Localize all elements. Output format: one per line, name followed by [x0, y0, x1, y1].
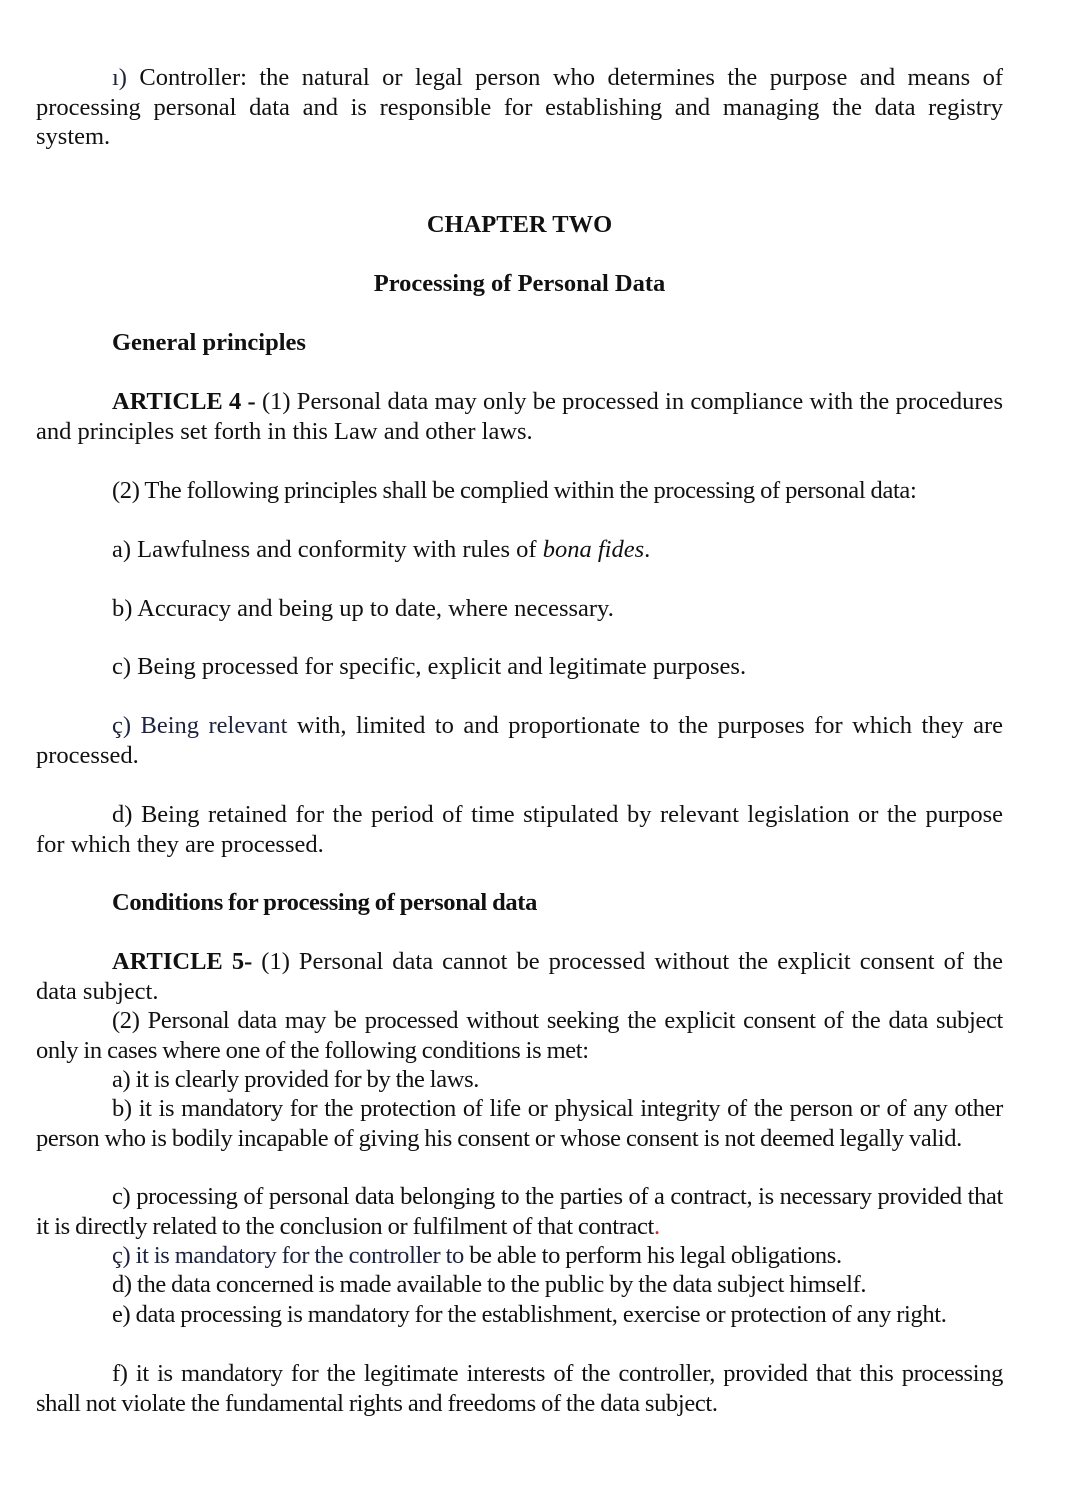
item-label: d) [112, 801, 133, 828]
item-label: b) [112, 1095, 132, 1122]
item-text-tinted: Being relevant [140, 712, 288, 739]
item-text: be able to perform his legal obligations. [463, 1242, 842, 1269]
article5-item-c [36, 1182, 1003, 1241]
article4-paragraph-2: (2) The following principles shall be complied within the processing of personal data: [112, 477, 917, 504]
item-label: ı) [112, 64, 127, 91]
item-label: ç) [112, 712, 132, 739]
article5-item-e [36, 1300, 1003, 1330]
item-label: ç) [112, 1242, 131, 1269]
article5-item-f [36, 1359, 1003, 1418]
item-label: a) [112, 536, 132, 563]
definition-text: Controller: the natural or legal person who determines the purpose and means of processing personal data and is responsible for establishing and managing the data registry system. [36, 64, 1003, 150]
section-heading-general-principles: General principles [112, 329, 306, 356]
article5-item-d [36, 1270, 1003, 1300]
article-label: ARTICLE 4 [112, 388, 242, 415]
item-label: c) [112, 653, 132, 680]
paragraph-text: (1) Personal data may only be processed in compliance with the procedures and principles set forth in this Law and other laws. [36, 388, 1003, 445]
item-text: Being retained for the period of time stipulated by relevant legislation or the purpose for which they are processed. [36, 801, 1004, 858]
item-text-italic: bona fides [542, 536, 645, 563]
item-text: processing of personal data belonging to the parties of a contract, is necessary provided that it is directly related to the conclusion or fulfilment of that contract [36, 1183, 1004, 1240]
article4-paragraph-1 [36, 387, 1003, 446]
article5-item-b [36, 1094, 1003, 1153]
item-label: a) [112, 1066, 131, 1093]
section-heading-conditions: Conditions for processing of personal data [112, 889, 537, 916]
item-label: f) [112, 1360, 128, 1387]
article4-item-c-cedilla [36, 711, 1003, 770]
item-text: it is clearly provided for by the laws. [135, 1066, 480, 1093]
article5-item-c-cedilla [36, 1241, 1003, 1271]
article4-item-a [36, 535, 1003, 565]
item-text: the data concerned is made available to the public by the data subject himself. [137, 1271, 867, 1298]
item-text: it is mandatory for the legitimate interests of the controller, provided that this processing shall not violate the fundamental rights and freedoms of the data subject. [36, 1360, 1003, 1417]
item-text: data processing is mandatory for the establishment, exercise or protection of any right. [135, 1301, 947, 1328]
article4-item-b [36, 594, 1003, 624]
article-label: ARTICLE 5- [112, 948, 253, 975]
item-label: b) [112, 595, 133, 622]
paragraph-text: (1) Personal data cannot be processed without the explicit consent of the data subject. [36, 948, 1003, 1005]
article5-paragraph-1 [36, 947, 1003, 1006]
item-text-tinted: it is mandatory for the controller to [135, 1242, 464, 1269]
item-label: d) [112, 1271, 132, 1298]
item-label: e) [112, 1301, 131, 1328]
article5-item-a [36, 1065, 1003, 1095]
definition-controller [36, 63, 1003, 152]
red-period-mark: . [654, 1212, 660, 1240]
article-dash: - [241, 388, 262, 415]
item-text: Accuracy and being up to date, where necessary. [137, 595, 614, 622]
item-text: Lawfulness and conformity with rules of [137, 536, 543, 563]
article4-item-c [36, 652, 1003, 682]
item-text: Being processed for specific, explicit and legitimate purposes. [137, 653, 747, 680]
article4-item-d [36, 800, 1003, 859]
item-text: it is mandatory for the protection of life or physical integrity of the person or of any other person who is bodily incapable of giving his consent or whose consent is not deemed legally valid. [36, 1095, 1003, 1152]
chapter-subtitle: Processing of Personal Data [373, 270, 666, 297]
item-text: with, limited to and proportionate to the purposes for which they are processed. [36, 712, 1003, 769]
chapter-title: CHAPTER TWO [426, 211, 613, 238]
item-text-end: . [644, 536, 651, 563]
item-label: c) [112, 1183, 131, 1210]
article5-paragraph-2: (2) Personal data may be processed without seeking the explicit consent of the data subject only in cases where one of the following conditions is met: [36, 1007, 1003, 1064]
